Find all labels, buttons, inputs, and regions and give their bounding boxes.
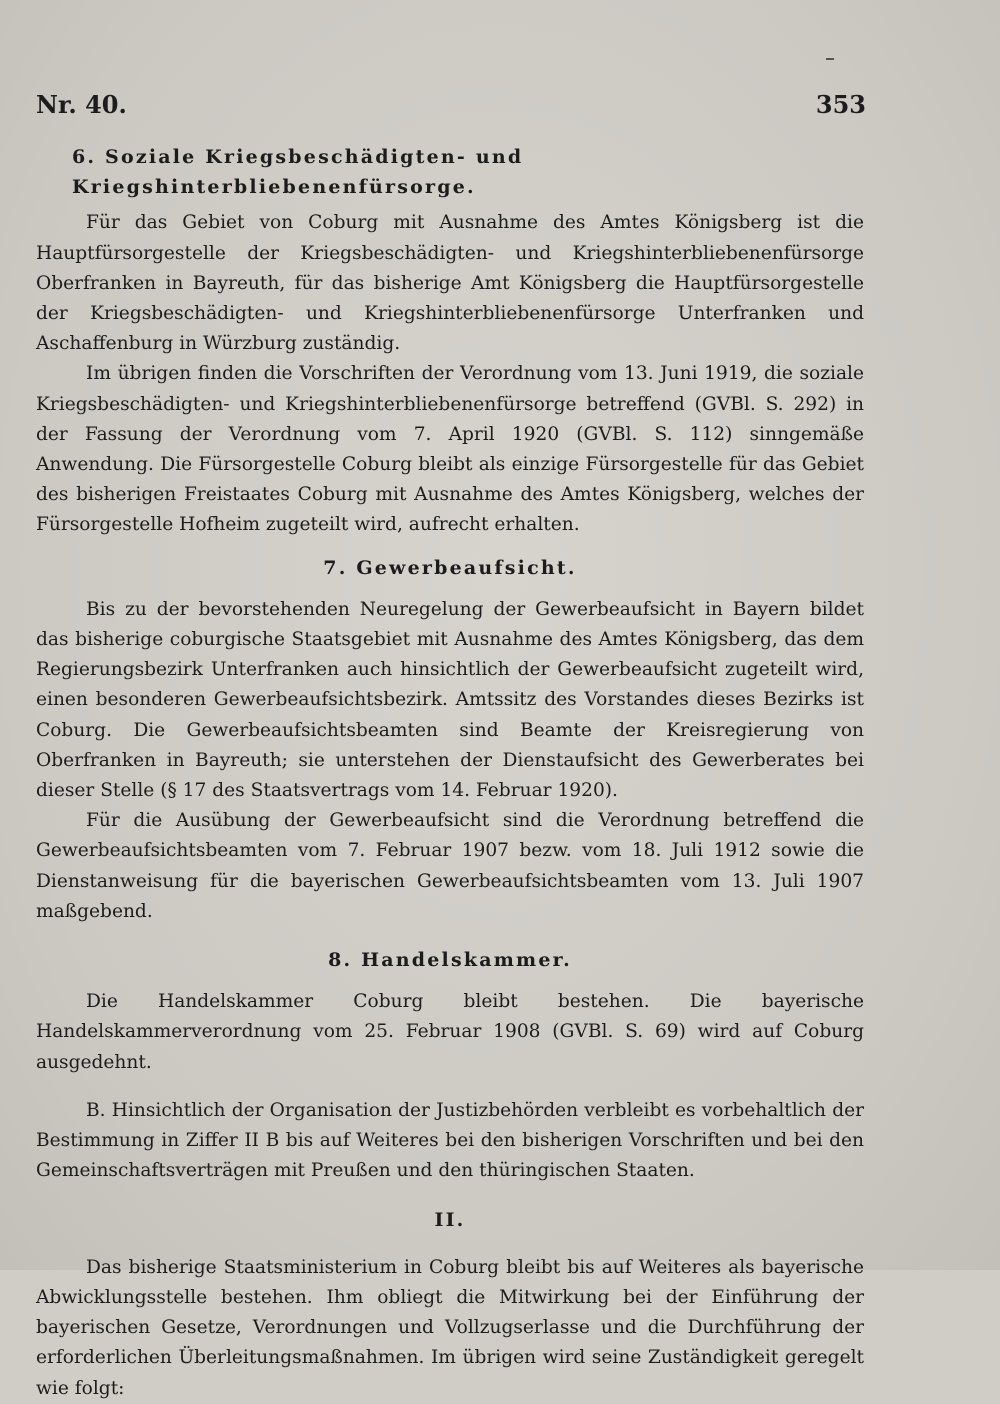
section-7-heading: 7. Gewerbeaufsicht. xyxy=(323,556,577,579)
page-mark xyxy=(826,58,834,60)
section-ii-paragraph: Das bisherige Staatsministerium in Coburg bleibt bis auf Weiteres als bayerische Abwicklungsstelle bestehen. Ihm obliegt die Mitwirkung bei der Einführung der bayerischen Gesetze, Verordnungen und Vollzugserlasse und die Durchführung der erforderlichen Überleitungsmaßnahmen. Im übrigen wird seine Zuständigkeit geregelt wie folgt: xyxy=(36,1256,864,1399)
page-header xyxy=(36,90,866,124)
issue-number: Nr. 40. xyxy=(36,90,127,119)
section-6-paragraph-1: Für das Gebiet von Coburg mit Ausnahme des Amtes Königsberg ist die Hauptfürsorgestelle der Kriegsbeschädigten- und Kriegshinterbliebenenfürsorge Oberfranken in Bayreuth, für das bisherige Amt Königsberg die Hauptfürsorgestelle der Kriegsbeschädigten- und Kriegshinterbliebenenfürsorge Unterfranken und Aschaffenburg in Würzburg zuständig. xyxy=(36,212,864,355)
section-6-heading: 6. Soziale Kriegsbeschädigten- und Kriegshinterbliebenenfürsorge. xyxy=(72,146,524,199)
section-ii-heading: II. xyxy=(434,1208,466,1231)
page-number: 353 xyxy=(815,90,866,119)
section-6-paragraph-2: Im übrigen finden die Vorschriften der Verordnung vom 13. Juni 1919, die soziale Kriegsbeschädigten- und Kriegshinterbliebenenfürsorge betreffend (GVBl. S. 292) in der Fassung der Verordnung vom 7. April 1920 (GVBl. S. 112) sinngemäße Anwendung. Die Fürsorgestelle Coburg bleibt als einzige Fürsorgestelle für das Gebiet des bisherigen Freistaates Coburg mit Ausnahme des Amtes Königsberg, welches der Fürsorgestelle Hofheim zugeteilt wird, aufrecht erhalten. xyxy=(36,363,864,536)
section-7-paragraph-1: Bis zu der bevorstehenden Neuregelung der Gewerbeaufsicht in Bayern bildet das bisherige coburgische Staatsgebiet mit Ausnahme des Amtes Königsberg, das dem Regierungsbezirk Unterfranken auch hinsichtlich der Gewerbeaufsicht zugeteilt wird, einen besonderen Gewerbeaufsichtsbezirk. Amtssitz des Vorstandes dieses Bezirks ist Coburg. Die Gewerbeaufsichtsbeamten sind Beamte der Kreisregierung von Oberfranken in Bayreuth; sie unterstehen der Dienstaufsicht des Gewerberates bei dieser Stelle (§ 17 des Staatsvertrags vom 14. Februar 1920). xyxy=(36,598,864,802)
section-8-heading: 8. Handelskammer. xyxy=(328,949,572,972)
section-7-paragraph-2: Für die Ausübung der Gewerbeaufsicht sind die Verordnung betreffend die Gewerbeaufsichtsbeamten vom 7. Februar 1907 bezw. vom 18. Juli 1912 sowie die Dienstanweisung für die bayerischen Gewerbeaufsichtsbeamten vom 13. Juli 1907 maßgebend. xyxy=(36,810,864,922)
document-body xyxy=(36,142,864,1404)
section-b-paragraph: B. Hinsichtlich der Organisation der Justizbehörden verbleibt es vorbehaltlich der Bestimmung in Ziffer II B bis auf Weiteres bei den bisherigen Vorschriften und bei den Gemeinschaftsverträgen mit Preußen und den thüringischen Staaten. xyxy=(36,1099,864,1182)
section-8-paragraph-1: Die Handelskammer Coburg bleibt bestehen. Die bayerische Handelskammerverordnung vom 25. Februar 1908 (GVBl. S. 69) wird auf Coburg ausgedehnt. xyxy=(36,991,864,1073)
